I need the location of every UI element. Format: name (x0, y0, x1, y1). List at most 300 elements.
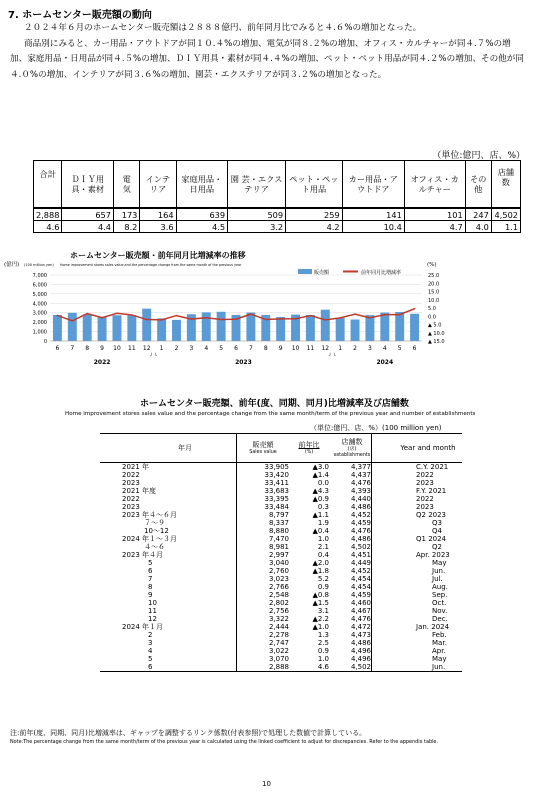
cell-en: C.Y. 2021 (372, 463, 463, 472)
cell-yoy: 1.3 (317, 631, 329, 639)
cell-en: 2023 (372, 479, 463, 487)
cell-period: 2024 年１月 (122, 623, 164, 631)
bar-sales (380, 313, 389, 341)
cell-yoy: 0.9 (317, 583, 329, 591)
table1-value-9: 247 (465, 208, 491, 221)
bar-sales (127, 315, 136, 341)
paragraph-1: ２０２４年６月のホームセンター販売額は２８８８億円、前年同月比でみると４.６%の増加となった。 (24, 23, 422, 33)
x-tick: 2 (174, 345, 179, 352)
cell-yoy: 0.9 (317, 647, 329, 655)
header-stores-unit: (店) (347, 446, 357, 452)
cell-sales: 33,484 (237, 503, 290, 511)
cell-en: Apr. 2023 (372, 551, 463, 559)
table-row (100, 535, 462, 543)
y-right-tick: 5.0 (428, 306, 436, 312)
table1-header-4: 家庭用品・日用品 (176, 161, 228, 209)
cell-yoy: ▲1.5 (312, 599, 329, 607)
point-rate (295, 318, 297, 320)
x-tick: 5 (397, 345, 402, 352)
table-row (100, 495, 462, 503)
table-row (100, 647, 462, 655)
legend-swatch-sales (298, 269, 312, 274)
y-left-tick: 4,000 (32, 301, 47, 308)
cell-en: Q4 (372, 527, 463, 535)
table-row (100, 463, 462, 472)
y-left-tick: 2,000 (32, 320, 47, 327)
x-tick: 4 (204, 345, 209, 352)
x-tick: 3 (368, 345, 372, 352)
cell-sales: 2,766 (237, 583, 290, 591)
point-rate (354, 313, 356, 315)
header-sales-en: Sales value (249, 449, 277, 455)
point-rate (265, 319, 267, 321)
cell-stores: 4,473 (350, 631, 371, 639)
cell-sales: 3,322 (237, 615, 290, 623)
x-tick: 10 (113, 345, 121, 352)
cell-period: 2023 (122, 503, 140, 511)
table1-value-1: 657 (62, 208, 114, 221)
section-title: 7. ホームセンター販売額の動向 (8, 10, 152, 21)
y-right-tick: 20.0 (428, 281, 440, 288)
body-text (10, 21, 525, 83)
table2-unit: （単位:億円、店、%）(100 million yen) (310, 424, 442, 432)
cell-stores: 4,459 (350, 591, 371, 599)
x-tick: 6 (412, 345, 417, 352)
table-row (100, 559, 462, 567)
point-rate (205, 317, 207, 319)
legend-label-sales: 販売額 (314, 270, 330, 276)
cell-en: May (372, 655, 463, 663)
cell-en: May (372, 559, 463, 567)
x-tick: 7 (248, 345, 253, 352)
x-tick: 6 (55, 345, 60, 352)
header-stores (333, 434, 372, 463)
page-number: 10 (262, 780, 271, 788)
cell-yoy: ▲1.1 (312, 511, 329, 519)
y-right-label: (%) (427, 262, 437, 268)
point-rate (250, 313, 252, 315)
table1-rate-8: 4.7 (404, 221, 465, 233)
bar-sales (53, 315, 62, 341)
cell-sales: 2,548 (237, 591, 290, 599)
paragraph-2: 商品別にみると、カー用品・アウトドアが同１０.４%の増加、電気が同８.２%の増加、オフィス・カルチャーが同４.７%の増加、家庭用品・日用品が同４.５%の増加、ＤＩＹ用具・素材が同４.４%の増加、ペット・ペット用品が同４.２%の増加、その他が同４.０%の増加、インテリアが同３.６%の増加、園芸・エクステリアが同３.２%の増加となった。 (10, 38, 524, 80)
bar-sales (217, 312, 226, 341)
cell-stores: 4,486 (350, 639, 371, 647)
table1-value-5: 509 (228, 208, 286, 221)
table1-header-0: 合計 (34, 161, 62, 209)
bar-sales (202, 312, 211, 341)
point-rate (161, 319, 163, 321)
cell-yoy: 0.0 (317, 479, 329, 487)
header-sales-jp: 販売額 (252, 440, 274, 449)
chart-subtitle: Home improvement stores sales value and the percentage change from the same month of the previous year (60, 263, 242, 267)
cell-period: 12 (148, 615, 157, 623)
point-rate (86, 313, 88, 315)
year-separator: ┘ └ (328, 354, 336, 359)
year-label: 2022 (93, 359, 111, 366)
cell-stores: 4,496 (350, 647, 371, 655)
x-tick: 12 (321, 345, 330, 352)
point-rate (101, 317, 103, 319)
cell-yoy: ▲3.0 (312, 463, 329, 471)
point-rate (310, 315, 312, 317)
header-period: 年月 (178, 443, 192, 452)
header-stores-en: establishments (333, 452, 371, 458)
point-rate (339, 317, 341, 319)
cell-yoy: 2.1 (317, 543, 329, 551)
table1-header-8: オフィス・カルチャー (404, 161, 465, 209)
table-row (100, 655, 462, 663)
bar-sales (68, 313, 77, 341)
table-row (100, 591, 462, 599)
cell-sales: 2,802 (237, 599, 290, 607)
cell-sales: 2,444 (237, 623, 290, 631)
cell-en: Apr. (372, 647, 463, 655)
table1-rate-10: 1.1 (491, 221, 520, 233)
bar-sales (306, 315, 315, 341)
x-tick: 8 (263, 345, 268, 352)
cell-stores: 4,496 (350, 655, 371, 663)
y-left-label: (億円) (4, 262, 20, 268)
header-yoy-jp: 前年比 (298, 440, 320, 449)
bar-sales (112, 315, 121, 341)
cell-stores: 4,502 (333, 663, 372, 672)
cell-period: 2021 年度 (122, 487, 157, 495)
point-rate (131, 314, 133, 316)
table-row (100, 615, 462, 623)
sales-history-table (100, 433, 462, 672)
note-jp: 注:前年(度、同期、同月)比増減率は、ギャップを調整するリンク係数(付表参照)で処理した数値で計算している。 (10, 729, 367, 737)
cell-stores: 4,476 (350, 479, 371, 487)
table1-header-row (34, 161, 521, 209)
point-rate (176, 315, 178, 317)
table1-rate-4: 4.5 (176, 221, 228, 233)
cell-sales: 8,880 (237, 527, 290, 535)
cell-sales: 2,888 (237, 663, 290, 672)
cell-en: Jun. (372, 567, 463, 575)
table-row (100, 527, 462, 535)
table-row (100, 599, 462, 607)
bar-sales (395, 312, 404, 341)
table1-rate-9: 4.0 (465, 221, 491, 233)
cell-sales: 2,756 (237, 607, 290, 615)
cell-stores: 4,440 (350, 495, 371, 503)
cell-en: Sep. (372, 591, 463, 599)
cell-stores: 4,377 (350, 463, 371, 471)
cell-stores: 4,452 (350, 567, 371, 575)
cell-period: 2 (148, 631, 153, 639)
table1-header-9: その他 (465, 161, 491, 209)
cell-period: 4 (148, 647, 153, 655)
x-tick: 10 (291, 345, 300, 352)
x-tick: 9 (278, 345, 283, 352)
cell-period: 2023 年４月 (122, 551, 164, 559)
cell-en: Jun. (372, 663, 463, 672)
point-rate (220, 319, 222, 321)
table-row (100, 519, 462, 527)
cell-sales: 2,760 (237, 567, 290, 575)
table-row (100, 639, 462, 647)
table1-header-3: インテリア (140, 161, 176, 209)
cell-sales: 7,470 (237, 535, 290, 543)
table1-header-2: 電 気 (113, 161, 139, 209)
point-rate (280, 318, 282, 320)
table1-rate-6: 4.2 (286, 221, 343, 233)
table1-rate-2: 8.2 (113, 221, 139, 233)
cell-en: 2022 (372, 495, 463, 503)
table-row (100, 479, 462, 487)
table1-values-row (34, 208, 521, 221)
cell-stores: 4,454 (350, 583, 371, 591)
cell-sales: 33,395 (237, 495, 290, 503)
table1-value-8: 101 (404, 208, 465, 221)
cell-yoy: ▲0.8 (312, 591, 329, 599)
cell-en: Q3 (372, 519, 463, 527)
cell-sales: 2,278 (237, 631, 290, 639)
product-table (33, 160, 521, 233)
cell-stores: 4,393 (350, 487, 371, 495)
point-rate (399, 314, 401, 316)
table1-value-2: 173 (113, 208, 139, 221)
cell-period: 10～12 (144, 527, 169, 535)
year-label: 2023 (235, 359, 252, 366)
bar-sales (172, 320, 181, 341)
y-right-tick: ▲ 10.0 (428, 330, 445, 337)
cell-yoy: 1.9 (317, 519, 329, 527)
table1-header-1: ＤＩＹ用具・素材 (62, 161, 114, 209)
x-tick: 5 (219, 345, 224, 352)
cell-stores: 4,476 (350, 527, 371, 535)
cell-period: 6 (148, 567, 153, 575)
point-rate (414, 308, 416, 310)
x-tick: 11 (128, 345, 136, 352)
cell-yoy: ▲0.4 (312, 527, 329, 535)
x-tick: 9 (100, 345, 104, 352)
cell-period: 6 (100, 663, 237, 672)
bar-sales (142, 309, 151, 341)
sales-chart (0, 255, 535, 385)
cell-stores: 4,454 (350, 575, 371, 583)
table-row (100, 623, 462, 631)
y-right-tick: ▲ 5.0 (428, 322, 442, 329)
table1-value-0: 2,888 (34, 208, 62, 221)
point-rate (191, 318, 193, 320)
cell-stores: 4,486 (350, 535, 371, 543)
cell-en: Mar. (372, 639, 463, 647)
cell-sales: 3,070 (237, 655, 290, 663)
table1-header-6: ペット・ペット用品 (286, 161, 343, 209)
y-right-tick: 25.0 (428, 273, 440, 279)
table1-value-4: 639 (176, 208, 228, 221)
cell-sales: 33,683 (237, 487, 290, 495)
cell-yoy: 5.2 (317, 575, 329, 583)
y-left-tick: 6,000 (32, 282, 47, 289)
cell-yoy: 1.0 (317, 535, 329, 543)
cell-en: Jul. (372, 575, 463, 583)
table-row (100, 575, 462, 583)
table-row (100, 503, 462, 511)
cell-sales: 2,747 (237, 639, 290, 647)
bar-sales (336, 318, 345, 341)
cell-sales: 3,022 (237, 647, 290, 655)
table1-rate-7: 10.4 (342, 221, 404, 233)
year-separator: ┘ └ (150, 354, 158, 359)
point-rate (384, 314, 386, 316)
cell-period: 10 (148, 599, 157, 607)
cell-yoy: 0.4 (317, 551, 329, 559)
point-rate (146, 319, 148, 321)
table2-body (100, 463, 462, 672)
bar-sales (83, 314, 92, 341)
cell-sales: 8,981 (237, 543, 290, 551)
cell-period: 5 (148, 655, 153, 663)
cell-yoy: 4.6 (289, 663, 333, 672)
cell-yoy: ▲0.9 (312, 495, 329, 503)
cell-yoy: ▲1.4 (312, 471, 329, 479)
cell-period: ７～９ (144, 519, 165, 527)
cell-sales: 33,420 (237, 471, 290, 479)
cell-period: 2022 (122, 495, 140, 503)
table-row (100, 543, 462, 551)
y-left-tick: 5,000 (32, 291, 47, 298)
cell-sales: 8,337 (237, 519, 290, 527)
cell-period: 5 (148, 559, 153, 567)
cell-stores: 4,437 (350, 471, 371, 479)
table1-rate-0: 4.6 (34, 221, 62, 233)
cell-stores: 4,467 (350, 607, 371, 615)
y-left-tick: 0 (43, 339, 47, 345)
table1-value-3: 164 (140, 208, 176, 221)
cell-sales: 33,411 (237, 479, 290, 487)
cell-stores: 4,452 (350, 511, 371, 519)
bar-sales (365, 315, 374, 341)
table1-header-7: カー用品・アウトドア (342, 161, 404, 209)
point-rate (235, 318, 237, 320)
cell-yoy: ▲1.0 (312, 623, 329, 631)
cell-en: F.Y. 2021 (372, 487, 463, 495)
table-row (100, 567, 462, 575)
cell-stores: 4,472 (350, 623, 371, 631)
table1-header-5: 園 芸・エクステリア (228, 161, 286, 209)
cell-yoy: ▲2.2 (312, 615, 329, 623)
y-left-tick: 1,000 (32, 329, 47, 336)
table2-title: ホームセンター販売額、前年(度、同期、同月)比増減率及び店舗数 (140, 399, 409, 409)
header-yoy-unit: (%) (304, 449, 314, 455)
cell-yoy: ▲4.3 (312, 487, 329, 495)
x-tick: 4 (382, 345, 387, 352)
cell-en: 2023 (372, 503, 463, 511)
x-tick: 6 (234, 345, 238, 352)
table-row (100, 487, 462, 495)
point-rate (369, 317, 371, 319)
cell-en: Aug. (372, 583, 463, 591)
cell-sales: 8,797 (237, 511, 290, 519)
table2-subtitle: Home improvement stores sales value and the percentage change from the same month/term of the previous year and number of establishments (65, 411, 476, 417)
cell-period: 11 (148, 607, 157, 615)
cell-yoy: 2.5 (317, 639, 329, 647)
table-row (100, 663, 462, 672)
cell-period: 8 (148, 583, 153, 591)
cell-yoy: 3.1 (317, 607, 329, 615)
cell-stores: 4,459 (350, 519, 371, 527)
bar-sales (246, 312, 255, 341)
note-en: Note:The percentage change from the same month/term of the previous year is calculated using the linked coefficient to adjust for discrepancies. Refer to the appendix table. (10, 739, 438, 745)
cell-period: 2021 年 (122, 463, 150, 471)
bar-sales (157, 318, 166, 341)
cell-en: Dec. (372, 615, 463, 623)
x-tick: 2 (353, 345, 357, 352)
cell-sales: 3,040 (237, 559, 290, 567)
table1-rates-row (34, 221, 521, 233)
cell-en: Nov. (372, 607, 463, 615)
table1-rate-1: 4.4 (62, 221, 114, 233)
point-rate (57, 315, 59, 317)
cell-period: 2023 年４～６月 (122, 511, 178, 519)
x-tick: 12 (142, 345, 151, 352)
table-row (100, 471, 462, 479)
cell-stores: 4,502 (350, 543, 371, 551)
y-right-tick: ▲ 15.0 (428, 339, 445, 345)
cell-yoy: ▲2.0 (312, 559, 329, 567)
bar-sales (98, 317, 107, 341)
cell-stores: 4,486 (350, 503, 371, 511)
cell-period: ４～６ (144, 543, 165, 551)
cell-period: 2023 (122, 479, 140, 487)
table-row (100, 551, 462, 559)
y-left-sublabel: (100 million yen) (24, 263, 54, 267)
bar-sales (410, 314, 419, 341)
table-row (100, 511, 462, 519)
legend-label-rate: 前年同月比増減率 (361, 270, 402, 276)
table1-unit: （単位:億円、店、%） (432, 151, 525, 161)
cell-stores: 4,476 (350, 615, 371, 623)
x-tick: 3 (189, 345, 194, 352)
cell-en: Feb. (372, 631, 463, 639)
cell-period: 9 (148, 591, 153, 599)
cell-stores: 4,460 (350, 599, 371, 607)
point-rate (72, 320, 74, 322)
cell-sales: 2,997 (237, 551, 290, 559)
cell-en: Oct. (372, 599, 463, 607)
cell-yoy: 1.0 (317, 655, 329, 663)
cell-sales: 3,023 (237, 575, 290, 583)
cell-period: 7 (148, 575, 153, 583)
table1-rate-3: 3.6 (140, 221, 176, 233)
cell-en: Q2 (372, 543, 463, 551)
cell-en: Q2 2023 (372, 511, 463, 519)
point-rate (116, 312, 118, 314)
table1-header-10: 店舗数 (491, 161, 520, 209)
cell-period: 2022 (122, 471, 140, 479)
table1-rate-5: 3.2 (228, 221, 286, 233)
year-label: 2024 (376, 359, 394, 366)
header-year-month-en: Year and month (372, 434, 463, 463)
y-right-tick: 15.0 (428, 289, 440, 296)
cell-en: Q1 2024 (372, 535, 463, 543)
x-tick: 1 (159, 345, 164, 352)
bar-sales (276, 317, 285, 341)
x-tick: 8 (85, 345, 90, 352)
header-yoy (289, 434, 333, 463)
cell-yoy: 0.3 (317, 503, 329, 511)
y-right-tick: 0.0 (428, 314, 436, 321)
x-tick: 11 (306, 345, 315, 352)
header-sales (237, 434, 290, 463)
cell-yoy: ▲1.8 (312, 567, 329, 575)
cell-sales: 33,905 (237, 463, 290, 472)
y-right-tick: 10.0 (428, 297, 440, 304)
bar-sales (321, 310, 330, 341)
